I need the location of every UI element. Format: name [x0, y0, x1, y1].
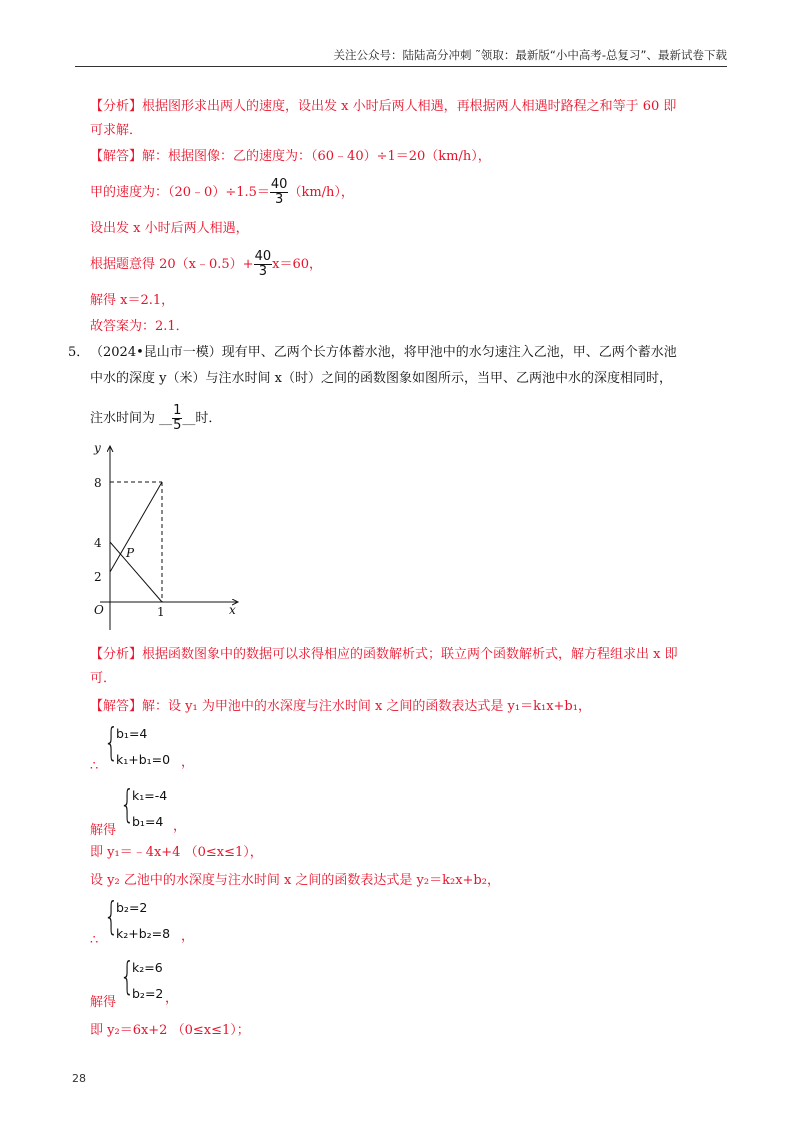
- p4-solution-3: 设出发 x 小时后两人相遇，: [90, 221, 249, 236]
- system-row: b₁=4: [132, 814, 164, 829]
- fraction-40-3: [270, 178, 289, 207]
- system-row: k₁=-4: [132, 788, 168, 803]
- brace-icon: {: [120, 782, 135, 826]
- p4-solution-2-post: （km/h），: [288, 185, 354, 200]
- system-row: b₂=2: [116, 900, 148, 915]
- p4-solution-2: [90, 178, 354, 207]
- p5-solution-1: 【解答】解：设 y₁ 为甲池中的水深度与注水时间 x 之间的函数表达式是 y₁＝k₁x+b₁，: [90, 699, 591, 714]
- comma: ，: [165, 991, 179, 1006]
- jiede-label: 解得: [90, 995, 117, 1010]
- fraction-denominator: 5: [173, 418, 182, 433]
- y-tick-8: 8: [94, 476, 102, 490]
- p5-number: 5．: [68, 345, 90, 360]
- p4-solution-2-pre: 甲的速度为：（20﹣0）÷1.5＝: [90, 185, 270, 200]
- answer-fraction: [172, 404, 182, 433]
- p4-solution-1: 【解答】解：根据图像：乙的速度为：（60﹣40）÷1＝20（km/h），: [90, 149, 491, 164]
- jiede-label: 解得: [90, 823, 117, 838]
- y-axis-label: y: [94, 441, 101, 455]
- p5-solution-2: 即 y₁＝﹣4x+4 （0≤x≤1），: [90, 845, 263, 860]
- intersection-label-p: P: [126, 546, 135, 560]
- p5-solution-3: 设 y₂ 乙池中的水深度与注水时间 x 之间的函数表达式是 y₂＝k₂x+b₂，: [90, 873, 500, 888]
- p4-analysis-2: 可求解．: [90, 123, 143, 138]
- line-yi-pool: [110, 482, 162, 572]
- fraction-denominator: 3: [258, 264, 267, 279]
- brace-icon: {: [120, 954, 135, 998]
- fraction-numerator: 40: [270, 177, 288, 192]
- p4-solution-4-post: x＝60，: [272, 257, 322, 272]
- system-row: k₁+b₁=0: [116, 752, 171, 767]
- therefore-symbol: ∴: [90, 933, 99, 948]
- p5-analysis-1: 【分析】根据函数图象中的数据可以求得相应的函数解析式；联立两个函数解析式，解方程组求出 x 即: [90, 647, 678, 662]
- page-number: 28: [72, 1072, 86, 1085]
- p5-question-2: 中水的深度 y（米）与注水时间 x（时）之间的函数图象如图所示，当甲、乙两池中水的深度相同时，: [90, 371, 672, 386]
- y-tick-4: 4: [94, 536, 102, 550]
- page-header: 关注公众号：陆陆高分冲刺 ˜领取：最新版“小中高考-总复习”、最新试卷下载: [75, 46, 727, 67]
- p5-question-3-pre: 注水时间为 __: [90, 411, 173, 426]
- p4-solution-5: 解得 x＝2.1，: [90, 293, 175, 308]
- fraction-denominator: 3: [275, 192, 284, 207]
- p5-question-1: （2024•昆山市一模）现有甲、乙两个长方体蓄水池，将甲池中的水匀速注入乙池，甲、乙两个蓄水池: [90, 345, 677, 360]
- fraction-40-3: [254, 250, 273, 279]
- p4-analysis-1: 【分析】根据图形求出两人的速度，设出发 x 小时后两人相遇，再根据两人相遇时路程之和等于 60 即: [90, 99, 677, 114]
- comma: ，: [181, 929, 195, 944]
- x-tick-1: 1: [157, 605, 165, 619]
- system-row: k₂=6: [132, 960, 163, 975]
- function-graph: [88, 436, 258, 636]
- system-row: k₂+b₂=8: [116, 926, 171, 941]
- line-jia-pool: [110, 542, 162, 602]
- x-axis-label: x: [229, 603, 236, 617]
- p4-solution-4-pre: 根据题意得 20（x﹣0.5）+: [90, 257, 254, 272]
- p4-solution-6: 故答案为：2.1．: [90, 319, 189, 334]
- system-row: b₁=4: [116, 726, 148, 741]
- brace-icon: {: [104, 894, 119, 938]
- p4-solution-4: [90, 250, 322, 279]
- brace-icon: {: [104, 720, 119, 764]
- comma: ，: [181, 755, 195, 770]
- y-tick-2: 2: [94, 570, 102, 584]
- p5-question-3-post: __时．: [182, 411, 222, 426]
- system-row: b₂=2: [132, 986, 164, 1001]
- therefore-symbol: ∴: [90, 759, 99, 774]
- comma: ，: [173, 819, 187, 834]
- origin-label: O: [94, 603, 104, 617]
- p5-question-3: [90, 404, 221, 433]
- fraction-numerator: 40: [254, 249, 272, 264]
- p5-analysis-2: 可．: [90, 671, 117, 686]
- p5-solution-4: 即 y₂＝6x+2 （0≤x≤1）；: [90, 1023, 250, 1038]
- fraction-numerator: 1: [173, 403, 182, 418]
